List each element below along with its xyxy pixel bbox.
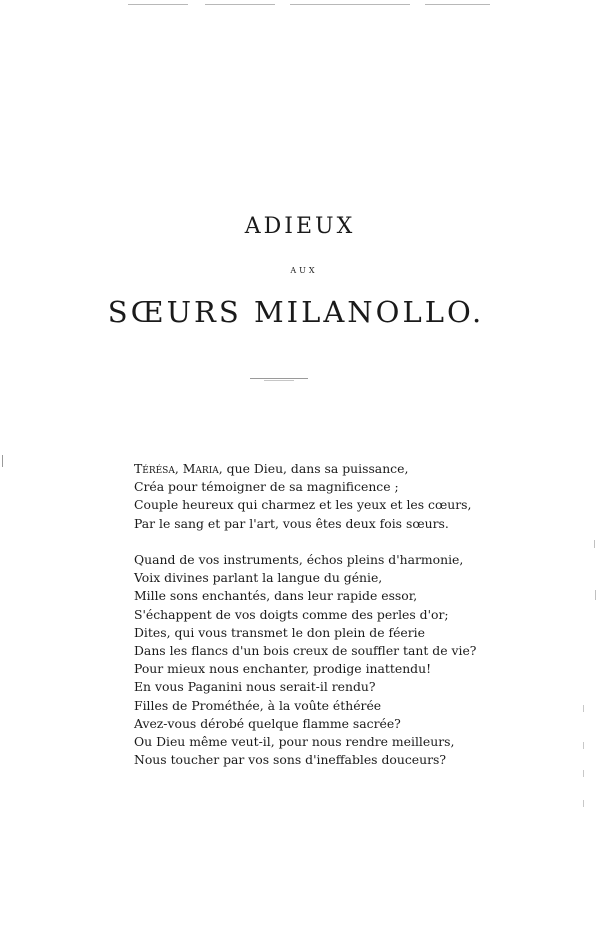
poem-line: Par le sang et par l'art, vous êtes deux fois sœurs. <box>134 515 449 531</box>
name-teresa: Térésa <box>134 461 175 476</box>
poem-line: Avez-vous dérobé quelque flamme sacrée? <box>134 715 401 731</box>
poem-line: Créa pour témoigner de sa magnificence ; <box>134 479 399 495</box>
poem-line: Dites, qui vous transmet le don plein de féerie <box>134 624 425 640</box>
poem-line: Pour mieux nous enchanter, prodige inattendu! <box>134 661 432 677</box>
poem-line: Filles de Prométhée, à la voûte éthérée <box>134 697 382 713</box>
poem-line: En vous Paganini nous serait-il rendu? <box>134 679 376 695</box>
right-margin-mark <box>583 800 584 807</box>
poem-line: Couple heureux qui charmez et les yeux et les cœurs, <box>134 497 472 513</box>
name-separator: , <box>174 461 183 476</box>
poem-line: Ou Dieu même veut-il, pour nous rendre meilleurs, <box>134 734 455 750</box>
top-edge-rule <box>205 4 275 5</box>
poem-stanza-1 <box>134 460 471 533</box>
left-margin-mark <box>2 455 3 467</box>
poem-line: S'échappent de vos doigts comme des perles d'or; <box>134 606 449 622</box>
poem-line <box>134 460 471 478</box>
page-subtitle: SŒURS MILANOLLO. <box>107 295 485 329</box>
right-margin-mark <box>583 770 584 777</box>
right-margin-mark <box>595 590 596 600</box>
right-margin-mark <box>583 705 584 712</box>
page-title: ADIEUX <box>244 214 356 239</box>
poem-line: Nous toucher par vos sons d'ineffables douceurs? <box>134 752 447 768</box>
line-rest: , que Dieu, dans sa puissance, <box>218 461 409 476</box>
ornament-divider <box>250 378 308 379</box>
poem-line: Voix divines parlant la langue du génie, <box>134 570 383 586</box>
name-maria: Maria <box>182 461 219 476</box>
poem-line: Quand de vos instruments, échos pleins d'harmonie, <box>134 552 464 567</box>
title-connector: AUX <box>290 266 318 275</box>
poem-stanza-2 <box>134 551 476 769</box>
top-edge-rule <box>290 4 410 5</box>
right-margin-mark <box>594 540 595 548</box>
top-edge-rule <box>128 4 188 5</box>
top-edge-rule <box>425 4 490 5</box>
right-margin-mark <box>583 742 584 749</box>
poem-line: Dans les flancs d'un bois creux de souffler tant de vie? <box>134 643 477 659</box>
poem-line: Mille sons enchantés, dans leur rapide essor, <box>134 588 418 604</box>
